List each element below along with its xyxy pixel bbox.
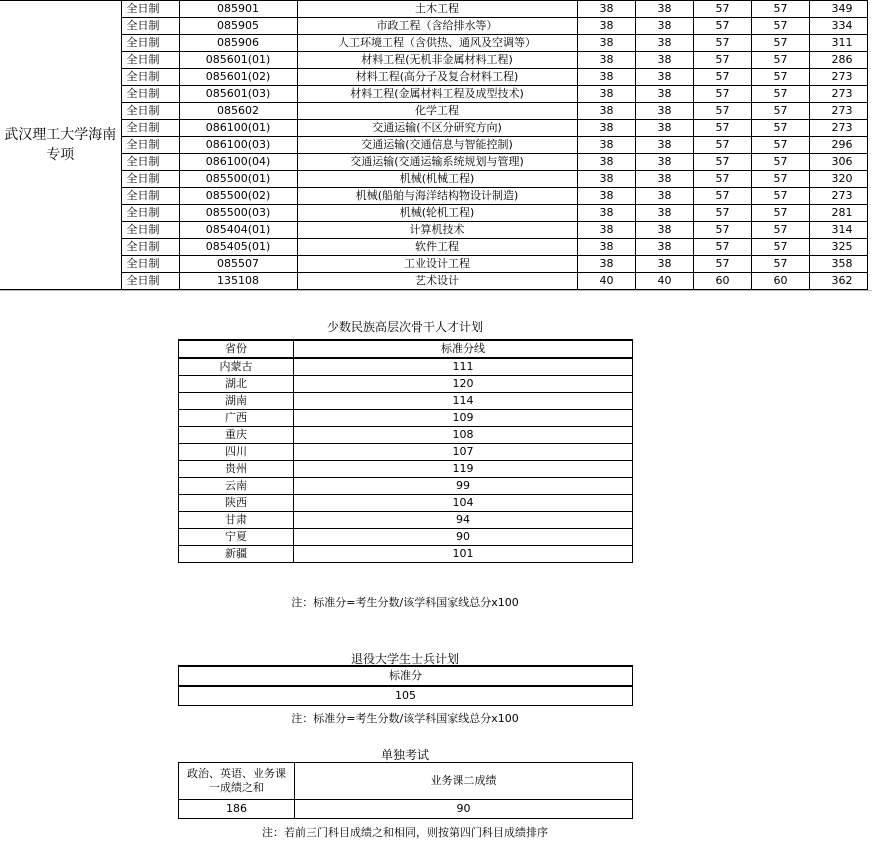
total-line-cell: 306 [809, 154, 867, 171]
politics-line-cell: 38 [577, 171, 635, 188]
major-code-cell: 086100(04) [179, 154, 297, 171]
study-mode-cell: 全日制 [121, 188, 179, 205]
column-header-score: 标准分线 [294, 340, 633, 358]
course-two-line-cell: 57 [751, 205, 809, 222]
major-code-cell: 085404(01) [179, 222, 297, 239]
course-two-line-cell: 60 [751, 273, 809, 290]
politics-line-cell: 38 [577, 52, 635, 69]
course-one-line-cell: 57 [693, 103, 751, 120]
course-one-line-cell: 57 [693, 69, 751, 86]
politics-line-cell: 38 [577, 137, 635, 154]
table-row [0, 18, 867, 35]
province-cell: 湖北 [179, 376, 294, 393]
single-value-sum: 186 [179, 800, 295, 819]
course-two-line-cell: 57 [751, 52, 809, 69]
province-cell: 广西 [179, 410, 294, 427]
study-mode-cell: 全日制 [121, 205, 179, 222]
table-row [179, 410, 633, 427]
veteran-header: 标准分 [179, 666, 633, 686]
study-mode-cell: 全日制 [121, 120, 179, 137]
major-code-cell: 086100(03) [179, 137, 297, 154]
course-one-line-cell: 57 [693, 137, 751, 154]
table-row [179, 512, 633, 529]
table-row [0, 137, 867, 154]
table-row [0, 86, 867, 103]
course-one-line-cell: 57 [693, 222, 751, 239]
major-name-cell: 材料工程(无机非金属材料工程) [297, 52, 577, 69]
study-mode-cell: 全日制 [121, 86, 179, 103]
english-line-cell: 38 [635, 239, 693, 256]
english-line-cell: 38 [635, 205, 693, 222]
english-line-cell: 38 [635, 154, 693, 171]
course-two-line-cell: 57 [751, 222, 809, 239]
column-header-sum: 政治、英语、业务课一成绩之和 [179, 763, 295, 800]
politics-line-cell: 38 [577, 222, 635, 239]
total-line-cell: 286 [809, 52, 867, 69]
standard-score-cell: 104 [294, 495, 633, 512]
study-mode-cell: 全日制 [121, 69, 179, 86]
total-line-cell: 349 [809, 1, 867, 18]
table-row [0, 35, 867, 52]
politics-line-cell: 38 [577, 69, 635, 86]
study-mode-cell: 全日制 [121, 154, 179, 171]
table-row [0, 154, 867, 171]
major-name-cell: 艺术设计 [297, 273, 577, 290]
course-two-line-cell: 57 [751, 188, 809, 205]
table-row [179, 376, 633, 393]
total-line-cell: 334 [809, 18, 867, 35]
study-mode-cell: 全日制 [121, 137, 179, 154]
course-two-line-cell: 57 [751, 86, 809, 103]
table-row [0, 1, 867, 18]
standard-score-cell: 109 [294, 410, 633, 427]
course-two-line-cell: 57 [751, 171, 809, 188]
course-one-line-cell: 57 [693, 1, 751, 18]
major-name-cell: 交通运输(不区分研究方向) [297, 120, 577, 137]
major-name-cell: 工业设计工程 [297, 256, 577, 273]
province-cell: 云南 [179, 478, 294, 495]
major-name-cell: 软件工程 [297, 239, 577, 256]
study-mode-cell: 全日制 [121, 35, 179, 52]
course-one-line-cell: 57 [693, 86, 751, 103]
veteran-note: 注：标准分=考生分数/该学科国家线总分x100 [291, 712, 519, 725]
veteran-score-table [178, 665, 633, 706]
table-row [179, 358, 633, 376]
course-two-line-cell: 57 [751, 154, 809, 171]
total-line-cell: 362 [809, 273, 867, 290]
single-value-course-two: 90 [295, 800, 633, 819]
major-name-cell: 材料工程(高分子及复合材料工程) [297, 69, 577, 86]
major-name-cell: 市政工程（含给排水等） [297, 18, 577, 35]
total-line-cell: 320 [809, 171, 867, 188]
course-one-line-cell: 57 [693, 154, 751, 171]
table-row [0, 103, 867, 120]
english-line-cell: 38 [635, 1, 693, 18]
table-row [0, 205, 867, 222]
study-mode-cell: 全日制 [121, 171, 179, 188]
standard-score-cell: 114 [294, 393, 633, 410]
english-line-cell: 38 [635, 35, 693, 52]
province-cell: 新疆 [179, 546, 294, 563]
politics-line-cell: 38 [577, 154, 635, 171]
total-line-cell: 314 [809, 222, 867, 239]
english-line-cell: 38 [635, 120, 693, 137]
major-code-cell: 085500(01) [179, 171, 297, 188]
table-row [179, 495, 633, 512]
politics-line-cell: 38 [577, 18, 635, 35]
course-two-line-cell: 57 [751, 1, 809, 18]
english-line-cell: 38 [635, 86, 693, 103]
single-note: 注：若前三门科目成绩之和相同，则按第四门科目成绩排序 [262, 826, 548, 839]
table-row [0, 239, 867, 256]
table-header-row [179, 340, 633, 358]
table-row [179, 529, 633, 546]
major-code-cell: 135108 [179, 273, 297, 290]
total-line-cell: 296 [809, 137, 867, 154]
course-one-line-cell: 57 [693, 256, 751, 273]
province-cell: 四川 [179, 444, 294, 461]
major-name-cell: 人工环境工程（含供热、通风及空调等） [297, 35, 577, 52]
table-row [0, 120, 867, 137]
major-name-cell: 土木工程 [297, 1, 577, 18]
course-two-line-cell: 57 [751, 256, 809, 273]
politics-line-cell: 38 [577, 256, 635, 273]
table-row [0, 256, 867, 273]
course-one-line-cell: 60 [693, 273, 751, 290]
english-line-cell: 38 [635, 103, 693, 120]
standard-score-cell: 99 [294, 478, 633, 495]
major-name-cell: 交通运输(交通运输系统规划与管理) [297, 154, 577, 171]
english-line-cell: 38 [635, 18, 693, 35]
major-code-cell: 085901 [179, 1, 297, 18]
course-two-line-cell: 57 [751, 69, 809, 86]
study-mode-cell: 全日制 [121, 52, 179, 69]
table-header-row [179, 763, 633, 800]
politics-line-cell: 38 [577, 239, 635, 256]
total-line-cell: 273 [809, 103, 867, 120]
standard-score-cell: 107 [294, 444, 633, 461]
table-row [179, 461, 633, 478]
table-row [179, 478, 633, 495]
total-line-cell: 273 [809, 86, 867, 103]
politics-line-cell: 38 [577, 103, 635, 120]
study-mode-cell: 全日制 [121, 239, 179, 256]
english-line-cell: 38 [635, 188, 693, 205]
single-title: 单独考试 [380, 748, 429, 762]
hainan-score-table [0, 0, 868, 290]
standard-score-cell: 94 [294, 512, 633, 529]
politics-line-cell: 38 [577, 35, 635, 52]
table-row [179, 444, 633, 461]
major-name-cell: 机械(轮机工程) [297, 205, 577, 222]
course-two-line-cell: 57 [751, 103, 809, 120]
table-row [179, 800, 633, 819]
veteran-value: 105 [179, 686, 633, 706]
table-row [0, 188, 867, 205]
province-cell: 湖南 [179, 393, 294, 410]
english-line-cell: 38 [635, 222, 693, 239]
total-line-cell: 325 [809, 239, 867, 256]
table-row [0, 222, 867, 239]
table-row [0, 52, 867, 69]
total-line-cell: 281 [809, 205, 867, 222]
total-line-cell: 311 [809, 35, 867, 52]
major-code-cell: 085906 [179, 35, 297, 52]
major-name-cell: 化学工程 [297, 103, 577, 120]
course-one-line-cell: 57 [693, 205, 751, 222]
course-one-line-cell: 57 [693, 52, 751, 69]
major-code-cell: 085601(02) [179, 69, 297, 86]
table-row [0, 273, 867, 290]
course-two-line-cell: 57 [751, 239, 809, 256]
major-code-cell: 085500(03) [179, 205, 297, 222]
major-code-cell: 085405(01) [179, 239, 297, 256]
english-line-cell: 38 [635, 69, 693, 86]
standard-score-cell: 119 [294, 461, 633, 478]
politics-line-cell: 38 [577, 205, 635, 222]
column-header-province: 省份 [179, 340, 294, 358]
course-one-line-cell: 57 [693, 171, 751, 188]
major-code-cell: 085905 [179, 18, 297, 35]
course-one-line-cell: 57 [693, 35, 751, 52]
english-line-cell: 40 [635, 273, 693, 290]
table-header-row [179, 666, 633, 686]
course-one-line-cell: 57 [693, 188, 751, 205]
veteran-title: 退役大学生士兵计划 [350, 652, 459, 666]
province-cell: 宁夏 [179, 529, 294, 546]
major-name-cell: 交通运输(交通信息与智能控制) [297, 137, 577, 154]
english-line-cell: 38 [635, 137, 693, 154]
total-line-cell: 358 [809, 256, 867, 273]
table-row [179, 393, 633, 410]
table-row [179, 546, 633, 563]
minority-note: 注：标准分=考生分数/该学科国家线总分x100 [291, 596, 519, 609]
school-name-cell: 武汉理工大学海南专项 [0, 1, 121, 290]
total-line-cell: 273 [809, 69, 867, 86]
province-cell: 内蒙古 [179, 358, 294, 376]
study-mode-cell: 全日制 [121, 222, 179, 239]
major-name-cell: 材料工程(金属材料工程及成型技术) [297, 86, 577, 103]
major-code-cell: 085601(01) [179, 52, 297, 69]
politics-line-cell: 40 [577, 273, 635, 290]
province-cell: 甘肃 [179, 512, 294, 529]
major-code-cell: 085500(02) [179, 188, 297, 205]
major-code-cell: 086100(01) [179, 120, 297, 137]
single-exam-table [178, 762, 633, 819]
major-name-cell: 机械(机械工程) [297, 171, 577, 188]
province-cell: 贵州 [179, 461, 294, 478]
section-divider [0, 290, 872, 291]
course-one-line-cell: 57 [693, 239, 751, 256]
study-mode-cell: 全日制 [121, 1, 179, 18]
politics-line-cell: 38 [577, 1, 635, 18]
english-line-cell: 38 [635, 171, 693, 188]
major-name-cell: 机械(船舶与海洋结构物设计制造) [297, 188, 577, 205]
total-line-cell: 273 [809, 120, 867, 137]
table-row [179, 686, 633, 706]
course-one-line-cell: 57 [693, 18, 751, 35]
course-two-line-cell: 57 [751, 137, 809, 154]
minority-score-table [178, 339, 633, 563]
politics-line-cell: 38 [577, 120, 635, 137]
standard-score-cell: 108 [294, 427, 633, 444]
course-two-line-cell: 57 [751, 35, 809, 52]
standard-score-cell: 120 [294, 376, 633, 393]
english-line-cell: 38 [635, 256, 693, 273]
standard-score-cell: 101 [294, 546, 633, 563]
total-line-cell: 273 [809, 188, 867, 205]
table-row [0, 171, 867, 188]
major-code-cell: 085601(03) [179, 86, 297, 103]
minority-title: 少数民族高层次骨干人才计划 [326, 320, 483, 334]
study-mode-cell: 全日制 [121, 103, 179, 120]
politics-line-cell: 38 [577, 188, 635, 205]
course-one-line-cell: 57 [693, 120, 751, 137]
politics-line-cell: 38 [577, 86, 635, 103]
major-code-cell: 085602 [179, 103, 297, 120]
study-mode-cell: 全日制 [121, 18, 179, 35]
table-row [0, 69, 867, 86]
course-two-line-cell: 57 [751, 18, 809, 35]
column-header-course-two: 业务课二成绩 [295, 763, 633, 800]
course-two-line-cell: 57 [751, 120, 809, 137]
major-code-cell: 085507 [179, 256, 297, 273]
study-mode-cell: 全日制 [121, 256, 179, 273]
english-line-cell: 38 [635, 52, 693, 69]
province-cell: 重庆 [179, 427, 294, 444]
standard-score-cell: 111 [294, 358, 633, 376]
study-mode-cell: 全日制 [121, 273, 179, 290]
province-cell: 陕西 [179, 495, 294, 512]
major-name-cell: 计算机技术 [297, 222, 577, 239]
standard-score-cell: 90 [294, 529, 633, 546]
table-row [179, 427, 633, 444]
